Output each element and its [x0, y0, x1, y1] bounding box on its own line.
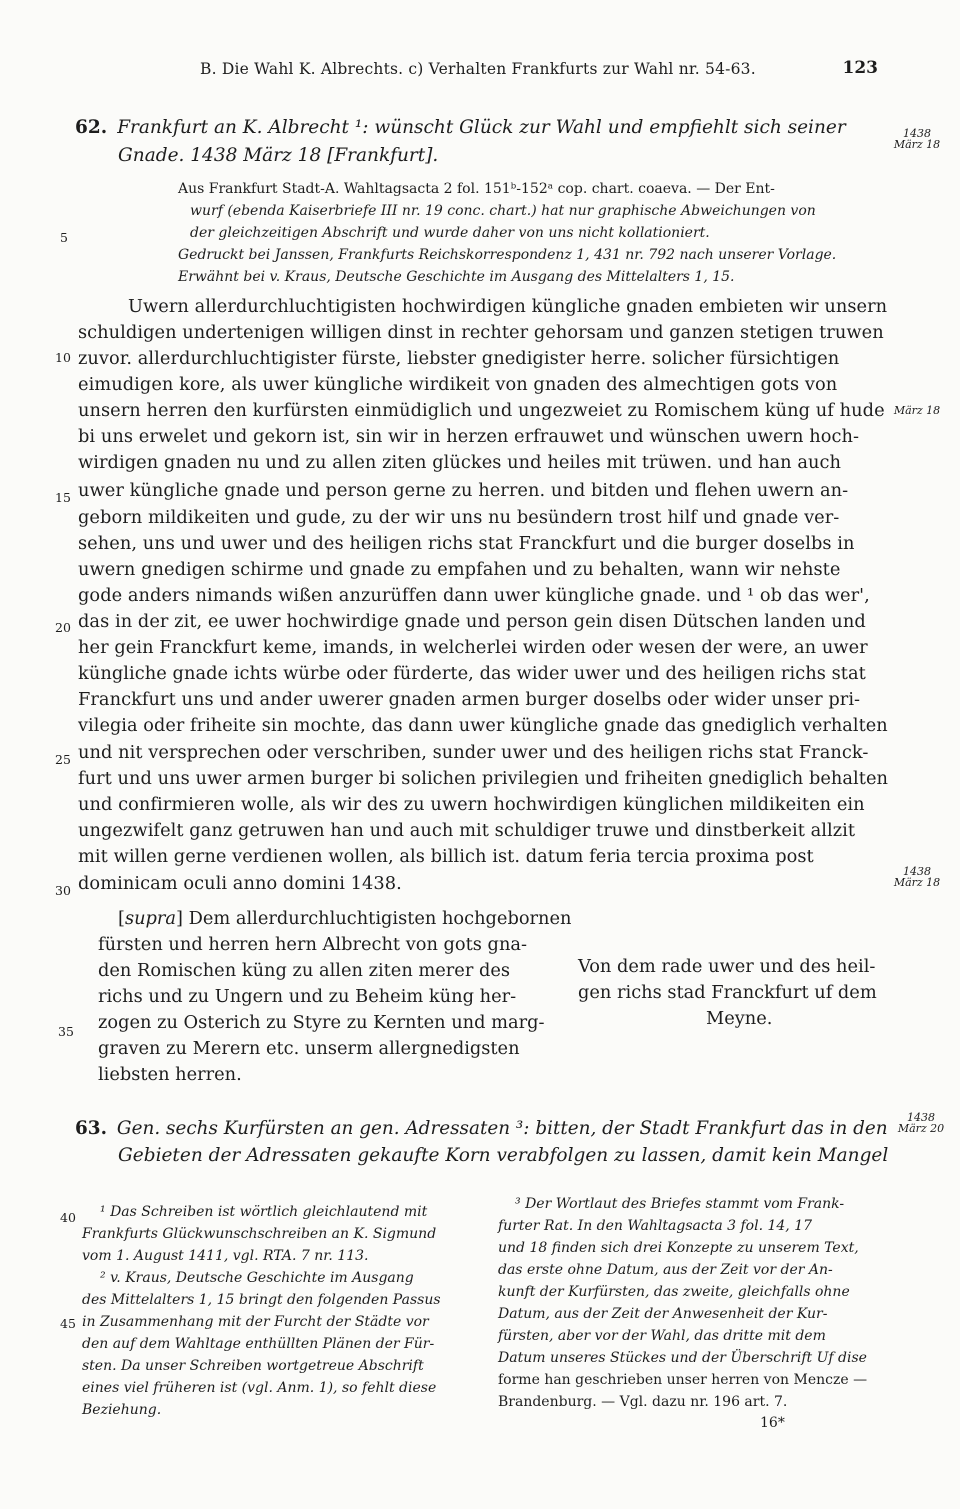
address-line: richs und zu Ungern und zu Beheim küng her- — [98, 986, 517, 1007]
line-number: 20 — [55, 620, 71, 635]
footnote-line: des Mittelalters 1, 15 bringt den folgenden Passus — [82, 1292, 441, 1308]
signature-mark: 16* — [760, 1415, 785, 1431]
address-line: den Romischen küng zu allen ziten merer des — [98, 960, 511, 981]
footnote-line: das erste ohne Datum, aus der Zeit vor der An- — [498, 1262, 833, 1278]
doc62-title-line-2: Gnade. 1438 März 18 [Frankfurt]. — [118, 145, 439, 166]
address-sender-line: gen richs stad Franckfurt uf dem — [578, 982, 877, 1003]
footnote-line: forme han geschrieben unser herren von Mencze — — [498, 1372, 868, 1388]
footnote-line: Brandenburg. — Vgl. dazu nr. 196 art. 7. — [498, 1394, 788, 1410]
text-line: vilegia oder friheite sin mochte, das dann uwer küngliche gnade das gnediglich verhalten — [78, 715, 888, 736]
line-number: 5 — [60, 230, 68, 245]
footnote-line: sten. Da unser Schreiben wortgetreue Abschrift — [82, 1358, 424, 1374]
footnote-line: ¹ Das Schreiben ist wörtlich gleichlautend mit — [100, 1204, 428, 1220]
footnote-line: furter Rat. In den Wahltagsacta 3 fol. 14, 17 — [498, 1218, 813, 1234]
text-line: her gein Franckfurt keme, imands, in welcherlei wirden oder wesen der were, an uwer — [78, 637, 868, 658]
doc62-title-text-1: Frankfurt an K. Albrecht ¹: wünscht Glück zur Wahl und empfiehlt sich seiner — [117, 117, 846, 138]
doc63-number: 63. — [75, 1118, 107, 1139]
text-line: und confirmieren wolle, als wir des zu uwern hochwirdigen künglichen mildikeiten ein — [78, 794, 865, 815]
doc62-title-line-1 — [75, 117, 846, 138]
line-number: 35 — [58, 1024, 74, 1039]
line-number: 25 — [55, 752, 71, 767]
text-line: uwern gnedigen schirme und gnade zu empfahen und zu behalten, wann wir nehste — [78, 559, 841, 580]
text-line: mit willen gerne verdienen wollen, als billich ist. datum feria tercia proxima post — [78, 846, 814, 867]
text-margin-day: März 18 — [893, 876, 941, 889]
footnote-line: ² v. Kraus, Deutsche Geschichte im Ausgang — [100, 1270, 414, 1286]
text-line: zuvor. allerdurchluchtigister fürste, liebster gnedigister herre. solicher fürsichtigen — [78, 348, 840, 369]
source-line: Gedruckt bei Janssen, Frankfurts Reichskorrespondenz 1, 431 nr. 792 nach unserer Vorlage. — [178, 247, 837, 263]
text-margin-day: März 18 — [893, 404, 941, 417]
text-line: das in der zit, ee uwer hochwirdige gnade und person gein disen Dütschen landen und — [78, 611, 866, 632]
text-line: und nit versprechen oder verschriben, sunder uwer und des heiligen richs stat Franck- — [78, 742, 869, 763]
footnote-line: fürsten, aber vor der Wahl, das dritte mit dem — [498, 1328, 826, 1344]
source-line: der gleichzeitigen Abschrift und wurde daher von uns nicht kollationiert. — [190, 225, 710, 241]
line-number: 10 — [55, 350, 71, 365]
doc63-title-line-1 — [75, 1118, 888, 1139]
text-line: küngliche gnade ichts würbe oder fürderte, das wider uwer und des heiligen richs stat — [78, 663, 866, 684]
address-line: fürsten und herren hern Albrecht von gots gna- — [98, 934, 527, 955]
footnote-line: und 18 finden sich drei Konzepte zu unserem Text, — [498, 1240, 859, 1256]
text-line: geborn mildikeiten und gude, zu der wir uns nu besündern trost hilf und gnade ver- — [78, 507, 840, 528]
doc63-margin-year: 1438 — [907, 1111, 935, 1124]
text-margin-date — [892, 405, 942, 416]
doc62-number: 62. — [75, 117, 108, 138]
line-number: 40 — [60, 1210, 76, 1225]
address-line: graven zu Merern etc. unserm allergnedigsten — [98, 1038, 520, 1059]
address-line: zogen zu Osterich zu Styre zu Kernten und marg- — [98, 1012, 545, 1033]
source-line: Erwähnt bei v. Kraus, Deutsche Geschichte im Ausgang des Mittelalters 1, 15. — [178, 269, 735, 285]
text-line: gode anders nimands wißen anzurüffen dann uwer küngliche gnade. und ¹ ob das wer', — [78, 585, 870, 606]
address-first-text: Dem allerdurchluchtigisten hochgebornen — [188, 908, 572, 929]
address-line: liebsten herren. — [98, 1064, 242, 1085]
line-number: 45 — [60, 1316, 76, 1331]
address-sender-line: Meyne. — [706, 1008, 773, 1029]
footnote-line: kunft der Kurfürsten, das zweite, gleichfalls ohne — [498, 1284, 850, 1300]
doc63-margin-date — [896, 1112, 946, 1134]
text-line: Uwern allerdurchluchtigisten hochwirdigen küngliche gnaden embieten wir unsern — [128, 296, 888, 317]
text-line: bi uns erwelet und gekorn ist, sin wir in herzen erfrauwet und wünschen uwern hoch- — [78, 426, 860, 447]
text-line: schuldigen undertenigen willigen dinst in rechter gehorsam und ganzen stetigen truwen — [78, 322, 884, 343]
text-line: eimudigen kore, als uwer küngliche wirdikeit von gnaden des almechtigen gots von — [78, 374, 838, 395]
page-number: 123 — [842, 58, 878, 78]
text-margin-date — [892, 866, 942, 888]
doc62-margin-year: 1438 — [903, 127, 931, 140]
source-line: Aus Frankfurt Stadt-A. Wahltagsacta 2 fol. 151ᵇ-152ᵃ cop. chart. coaeva. — Der Ent- — [178, 181, 775, 197]
doc63-margin-day: März 20 — [897, 1122, 945, 1135]
footnote-line: ³ Der Wortlaut des Briefes stammt vom Frank- — [515, 1196, 845, 1212]
text-line: dominicam oculi anno domini 1438. — [78, 873, 402, 894]
footnote-line: Frankfurts Glückwunschschreiben an K. Sigmund — [82, 1226, 437, 1242]
doc63-title-line-2: Gebieten der Adressaten gekaufte Korn verabfolgen zu lassen, damit kein Mangel — [118, 1145, 889, 1166]
address-sender-line: Von dem rade uwer und des heil- — [578, 956, 876, 977]
text-line: wirdigen gnaden nu und zu allen ziten glückes und heiles mit trüwen. und han auch — [78, 452, 842, 473]
text-line: Franckfurt uns und ander uwerer gnaden armen burger doselbs oder wider unser pri- — [78, 689, 861, 710]
source-line: wurf (ebenda Kaiserbriefe III nr. 19 conc. chart.) hat nur graphische Abweichungen von — [190, 203, 816, 219]
text-line: uwer küngliche gnade und person gerne zu herren. und bitden und flehen uwern an- — [78, 480, 849, 501]
doc62-margin-date — [892, 128, 942, 150]
footnote-line: Beziehung. — [82, 1402, 162, 1418]
footnote-line: den auf dem Wahltage enthüllten Plänen der Für- — [82, 1336, 435, 1352]
footnote-line: in Zusammenhang mit der Furcht der Städte vor — [82, 1314, 429, 1330]
line-number: 15 — [55, 490, 71, 505]
footnote-line: vom 1. August 1411, vgl. RTA. 7 nr. 113. — [82, 1248, 369, 1264]
address-line: [supra] Dem allerdurchluchtigisten hochgebornen — [118, 908, 572, 929]
line-number: 30 — [55, 883, 71, 898]
text-line: ungezwifelt ganz getruwen han und auch mit schuldiger truwe und dinstberkeit allzit — [78, 820, 856, 841]
text-line: furt und uns uwer armen burger bi solichen privilegien und friheiten gnediglich behalten — [78, 768, 889, 789]
footnote-line: Datum unseres Stückes und der Überschrift Uf dise — [498, 1350, 867, 1366]
doc62-margin-day: März 18 — [893, 138, 941, 151]
text-line: unsern herren den kurfürsten einmüdiglich und ungezweiet zu Romischem küng uf hude — [78, 400, 885, 421]
address-supra: supra — [124, 908, 176, 929]
footnote-line: eines viel früheren ist (vgl. Anm. 1), so fehlt diese — [82, 1380, 437, 1396]
text-line: sehen, uns und uwer und des heiligen richs stat Franckfurt und die burger doselbs in — [78, 533, 855, 554]
doc63-title-text-1: Gen. sechs Kurfürsten an gen. Adressaten ³: bitten, der Stadt Frankfurt das in den — [116, 1118, 888, 1139]
running-header: B. Die Wahl K. Albrechts. c) Verhalten Frankfurts zur Wahl nr. 54-63. — [200, 60, 756, 78]
footnote-line: Datum, aus der Zeit der Anwesenheit der Kur- — [498, 1306, 828, 1322]
text-margin-year: 1438 — [903, 865, 931, 878]
